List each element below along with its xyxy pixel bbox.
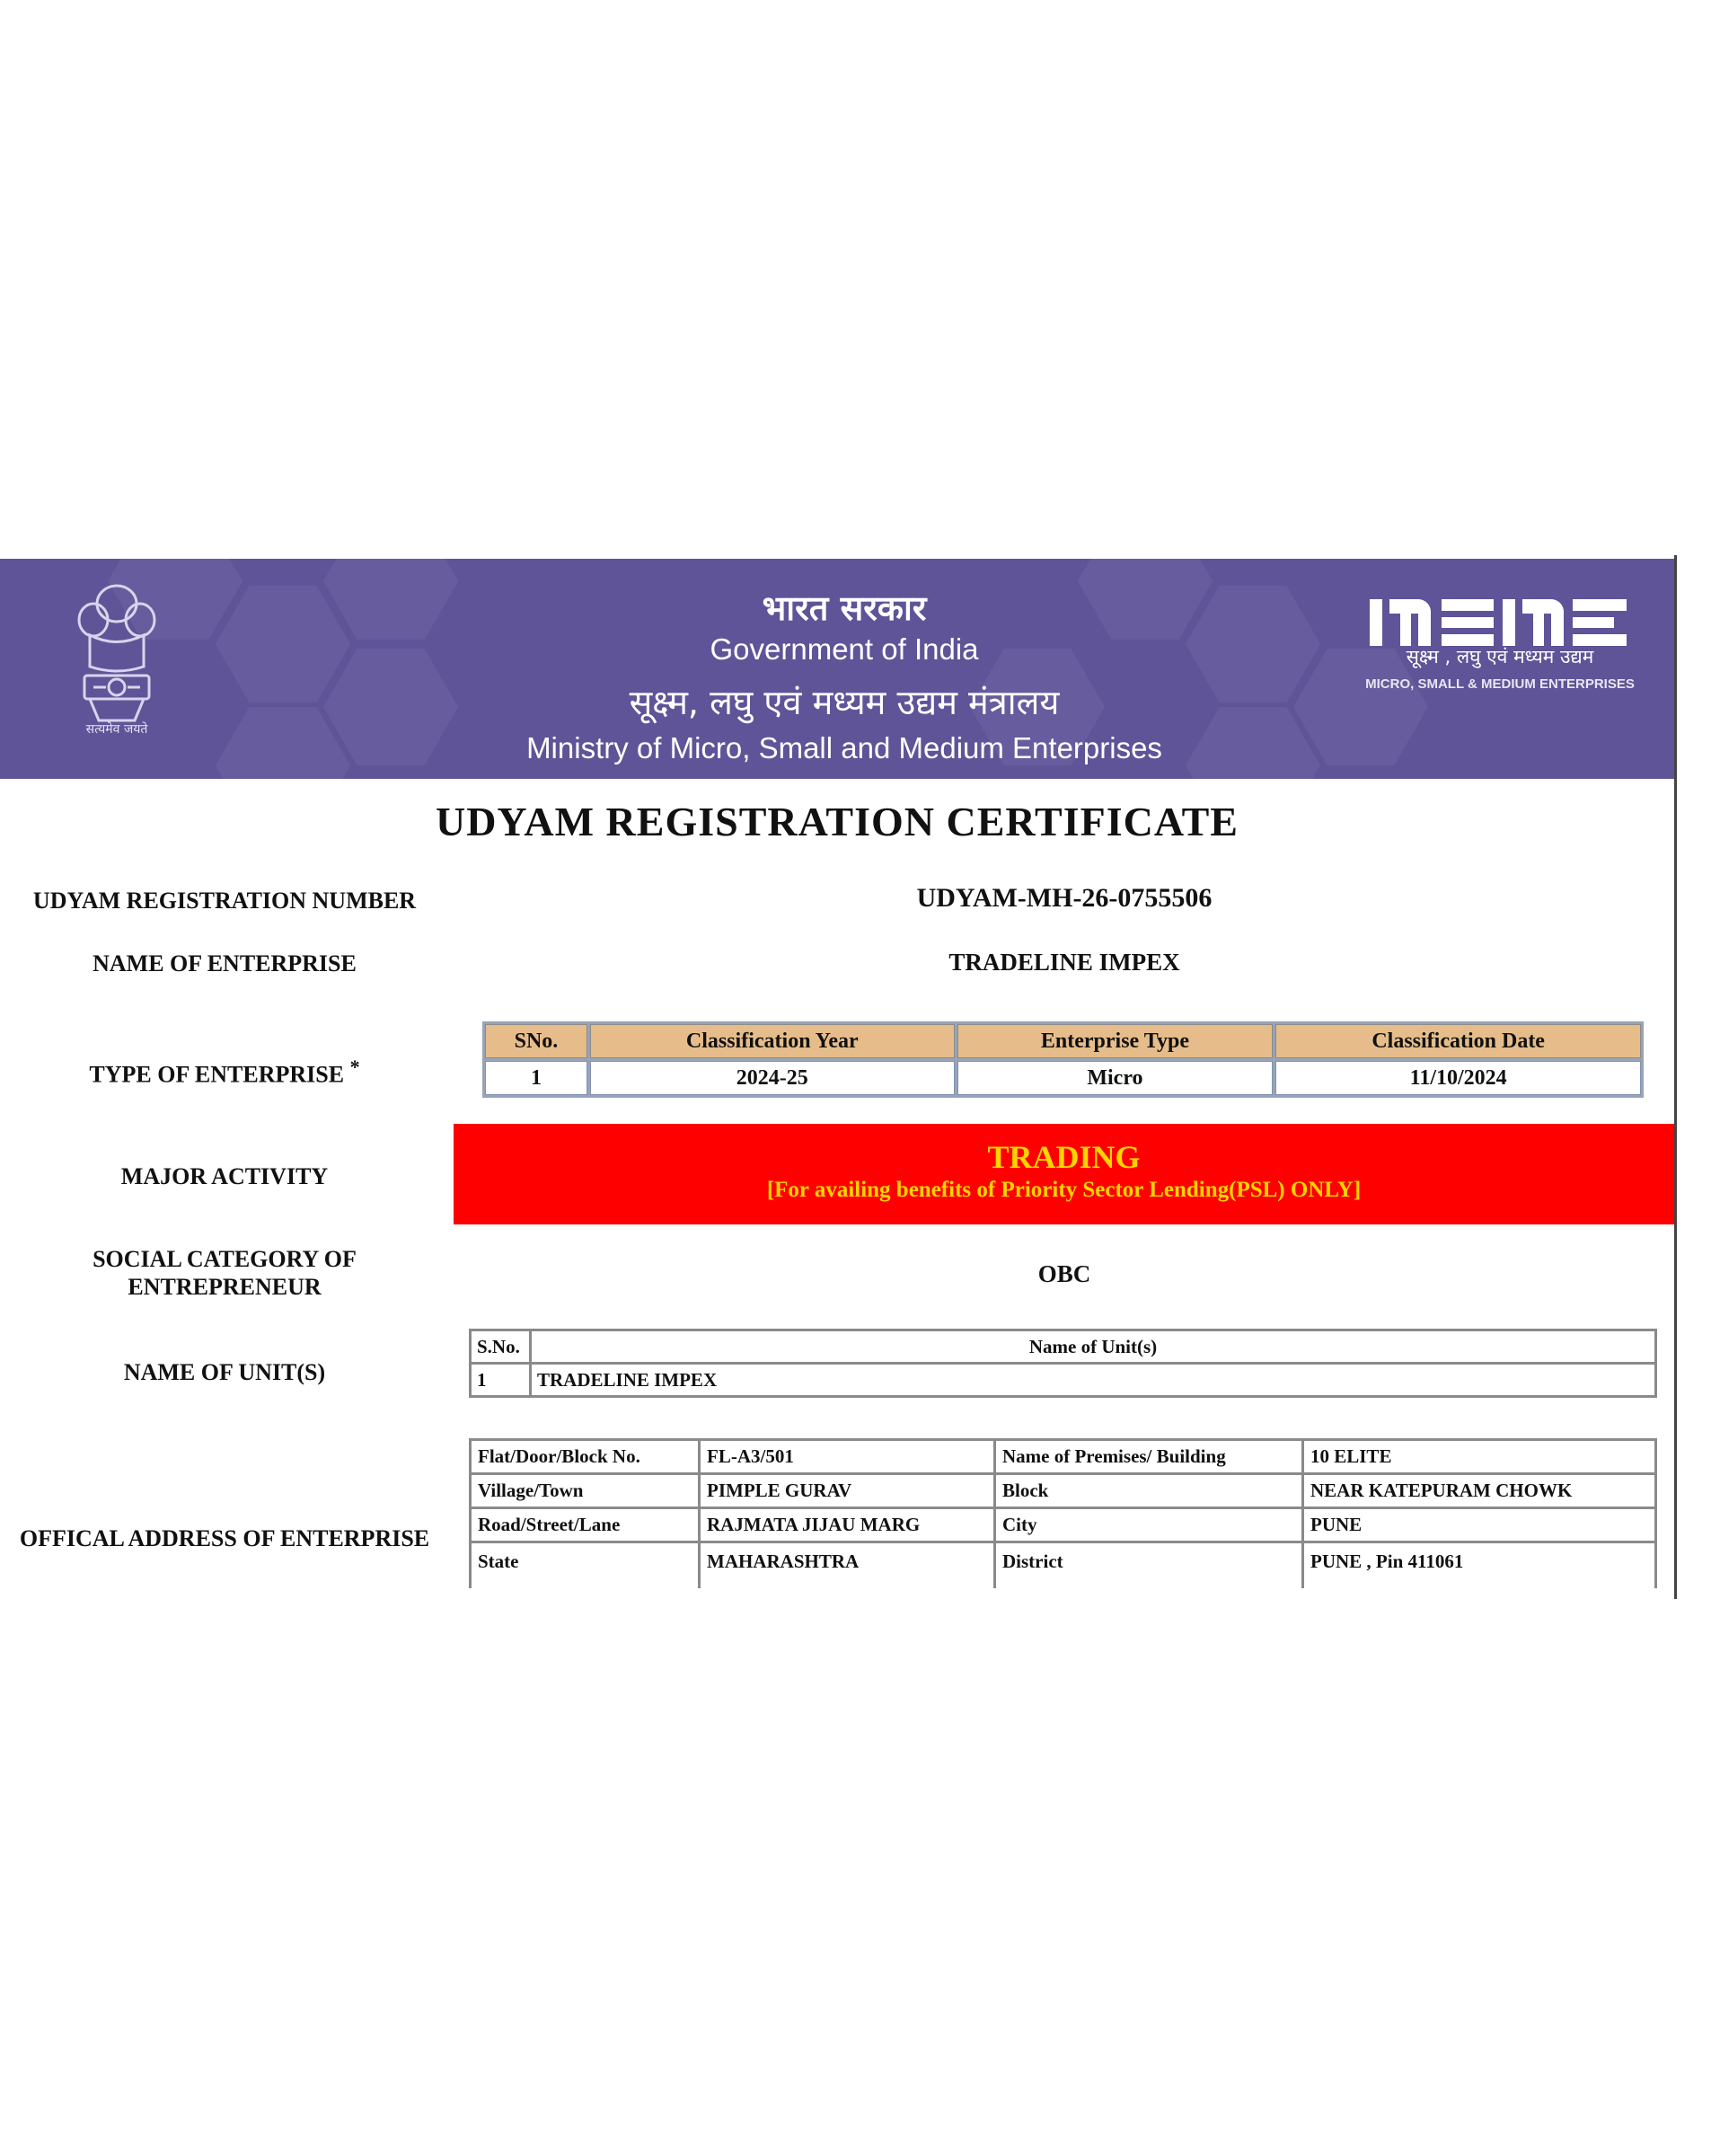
- enterprise-type-label-text: TYPE OF ENTERPRISE: [89, 1061, 345, 1088]
- msme-logo-english: MICRO, SMALL & MEDIUM ENTERPRISES: [1365, 676, 1635, 692]
- cell-enterprise-type: Micro: [957, 1061, 1274, 1095]
- address-key: Block: [995, 1474, 1303, 1508]
- gov-english-title: Government of India: [710, 632, 979, 666]
- units-table: [469, 1329, 1657, 1398]
- social-category-value: OBC: [1037, 1260, 1091, 1287]
- registration-number-value: UDYAM-MH-26-0755506: [916, 883, 1213, 913]
- address-key: State: [471, 1542, 700, 1589]
- social-category-label-line1: SOCIAL CATEGORY OF: [93, 1246, 357, 1272]
- emblem-caption: सत्यमेव जयते: [85, 722, 148, 737]
- gov-hindi-title: भारत सरकार: [762, 588, 927, 628]
- th-classification-date: Classification Date: [1275, 1024, 1641, 1058]
- major-activity-banner: [454, 1124, 1674, 1224]
- address-value: MAHARASHTRA: [700, 1542, 995, 1589]
- cell-unit-sno: 1: [471, 1364, 531, 1397]
- th-unit-sno: S.No.: [471, 1330, 531, 1364]
- table-row: [471, 1542, 1656, 1589]
- major-activity-label: MAJOR ACTIVITY: [120, 1163, 329, 1189]
- social-category-label: [27, 1245, 422, 1301]
- address-key: Village/Town: [471, 1474, 700, 1508]
- address-value: PUNE: [1303, 1508, 1656, 1542]
- msme-logo-hindi: सूक्ष्म , लघु एवं मध्यम उद्यम: [1406, 646, 1594, 667]
- address-key: Road/Street/Lane: [471, 1508, 700, 1542]
- address-key: City: [995, 1508, 1303, 1542]
- header-banner: [0, 559, 1674, 779]
- cell-unit-name: TRADELINE IMPEX: [531, 1364, 1656, 1397]
- ministry-hindi-title: सूक्ष्म, लघु एवं मध्यम उद्यम मंत्रालय: [629, 683, 1060, 722]
- address-key: Flat/Door/Block No.: [471, 1440, 700, 1474]
- address-key: Name of Premises/ Building: [995, 1440, 1303, 1474]
- units-header-row: [471, 1330, 1656, 1364]
- required-asterisk: *: [349, 1056, 360, 1078]
- enterprise-type-table: [482, 1021, 1644, 1098]
- address-key: District: [995, 1542, 1303, 1589]
- th-unit-name: Name of Unit(s): [531, 1330, 1656, 1364]
- address-value: RAJMATA JIJAU MARG: [700, 1508, 995, 1542]
- th-classification-year: Classification Year: [590, 1024, 955, 1058]
- registration-number-label: UDYAM REGISTRATION NUMBER: [32, 888, 417, 914]
- major-activity-note: [For availing benefits of Priority Sector Lending(PSL) ONLY]: [766, 1178, 1362, 1202]
- major-activity-value: TRADING: [987, 1139, 1141, 1175]
- address-table: [469, 1438, 1657, 1588]
- table-row: [485, 1061, 1641, 1095]
- cell-sno: 1: [485, 1061, 587, 1095]
- units-label: NAME OF UNIT(S): [123, 1359, 326, 1385]
- table-row: [471, 1364, 1656, 1397]
- address-label: OFFICAL ADDRESS OF ENTERPRISE: [19, 1525, 430, 1551]
- cell-classification-date: 11/10/2024: [1275, 1061, 1641, 1095]
- cell-classification-year: 2024-25: [590, 1061, 955, 1095]
- address-value: PUNE , Pin 411061: [1303, 1542, 1656, 1589]
- th-sno: SNo.: [485, 1024, 587, 1058]
- page-border: [1674, 555, 1677, 1599]
- social-category-label-line2: ENTREPRENEUR: [128, 1274, 322, 1300]
- address-value: 10 ELITE: [1303, 1440, 1656, 1474]
- table-row: [471, 1440, 1656, 1474]
- th-enterprise-type: Enterprise Type: [957, 1024, 1274, 1058]
- table-row: [471, 1508, 1656, 1542]
- enterprise-type-label: [27, 1053, 422, 1089]
- enterprise-name-value: TRADELINE IMPEX: [948, 949, 1180, 976]
- certificate-title: UDYAM REGISTRATION CERTIFICATE: [435, 799, 1239, 844]
- ministry-english-title: Ministry of Micro, Small and Medium Enterprises: [526, 731, 1162, 764]
- enterprise-type-header-row: [485, 1024, 1641, 1058]
- table-row: [471, 1474, 1656, 1508]
- address-value: NEAR KATEPURAM CHOWK: [1303, 1474, 1656, 1508]
- enterprise-name-label: NAME OF ENTERPRISE: [93, 950, 357, 976]
- address-value: FL-A3/501: [700, 1440, 995, 1474]
- address-value: PIMPLE GURAV: [700, 1474, 995, 1508]
